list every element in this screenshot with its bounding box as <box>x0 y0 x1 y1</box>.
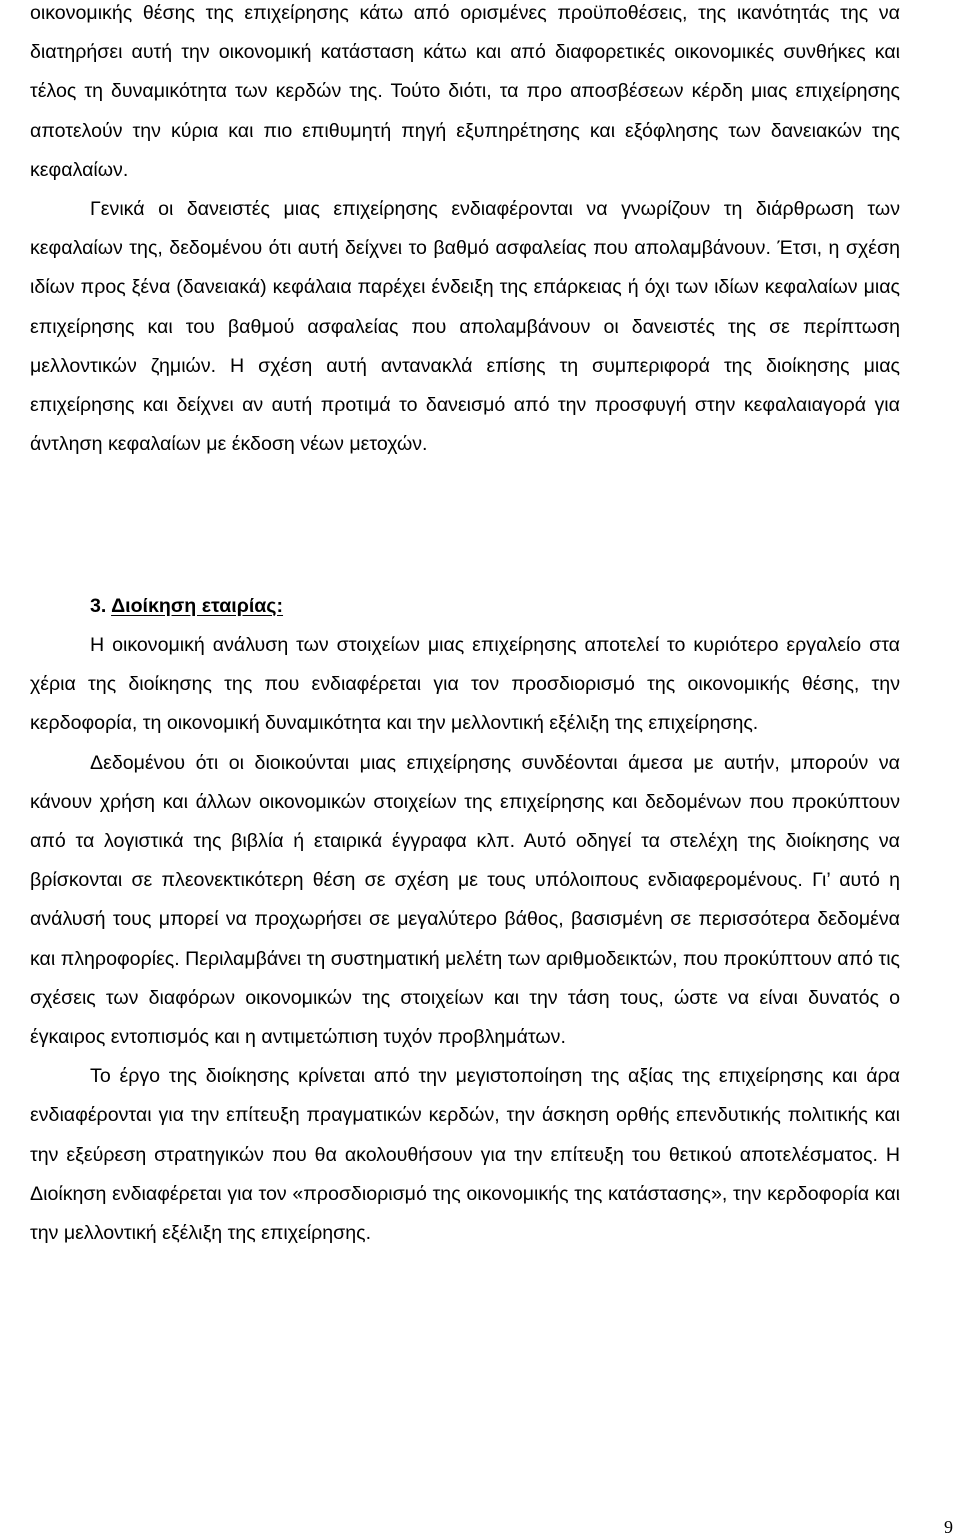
section-title: Διοίκηση εταιρίας: <box>111 595 284 617</box>
page-number: 9 <box>944 1517 953 1537</box>
paragraph-continued: οικονομικής θέσης της επιχείρησης κάτω από ορισμένες προϋποθέσεις, της ικανότητάς της να διατηρήσει αυτή την οικονομική κατάσταση κάτω και από διαφορετικές οικονομικές συνθήκες και τέλος τη δυναμικότητα των κερδών της. Τούτο διότι, τα προ αποσβέσεων κέρδη μιας επιχείρησης αποτελούν την κύρια και πιο επιθυμητή πηγή εξυπηρέτησης και εξόφλησης των δανειακών της κεφαλαίων. <box>30 2 900 181</box>
paragraph-analysis: Η οικονομική ανάλυση των στοιχείων μιας επιχείρησης αποτελεί το κυριότερο εργαλείο στα χέρια της διοίκησης της που ενδιαφέρεται για τον προσδιορισμό της οικονομικής θέσης, την κερδοφορία, τη οικονομική δυναμικότητα και την μελλοντική εξέλιξη της επιχείρησης. <box>30 634 900 735</box>
paragraph-management-role: Το έργο της διοίκησης κρίνεται από την μεγιστοποίηση της αξίας της επιχείρησης και άρα ενδιαφέρονται για την επίτευξη πραγματικών κερδών, την άσκηση ορθής επενδυτικής πολιτικής και την εξεύρεση στρατηγικών που θα ακολουθήσουν για την επίτευξη του θετικού αποτελέσματος. Η Διοίκηση ενδιαφέρεται για τον «προσδιορισμό της οικονομικής της κατάστασης», την κερδοφορία και την μελλοντική εξέλιξη της επιχείρησης. <box>30 1065 900 1245</box>
paragraph-managers: Δεδομένου ότι οι διοικούνται μιας επιχείρησης συνδέονται άμεσα με αυτήν, μπορούν να κάνουν χρήση και άλλων οικονομικών στοιχείων της επιχείρησης και δεδομένων που προκύπτουν από τα λογιστικά της βιβλία ή εταιρικά έγγραφα κλπ. Αυτό οδηγεί τα στελέχη της διοίκησης να βρίσκονται σε πλεονεκτικότερη θέση σε σχέση με τους υπόλοιπους ενδιαφερομένους. Γι’ αυτό η ανάλυσή τους μπορεί να προχωρήσει σε μεγαλύτερο βάθος, βασισμένη σε περισσότερα δεδομένα και πληροφορίες. Περιλαμβάνει τη συστηματική μελέτη των αριθμοδεικτών, που προκύπτουν από τις σχέσεις των διαφόρων οικονομικών της στοιχείων και την τάση τους, ώστε να είναι δυνατός ο έγκαιρος εντοπισμός και η αντιμετώπιση τυχόν προβλημάτων. <box>30 751 900 1049</box>
bottom-text-block <box>30 626 900 1253</box>
top-text-block <box>30 0 900 464</box>
section-heading <box>90 587 283 626</box>
paragraph-lenders: Γενικά οι δανειστές μιας επιχείρησης ενδιαφέρονται να γνωρίζουν τη διάρθρωση των κεφαλαίων της, δεδομένου ότι αυτή δείχνει το βαθμό ασφαλείας που απολαμβάνουν. Έτσι, η σχέση ιδίων προς ξένα (δανειακά) κεφάλαια παρέχει ένδειξη της επάρκειας ή όχι των ιδίων κεφαλαίων μιας επιχείρησης και του βαθμού ασφαλείας που απολαμβάνουν οι δανειστές της σε περίπτωση μελλοντικών ζημιών. Η σχέση αυτή αντανακλά επίσης τη συμπεριφορά της διοίκησης μιας επιχείρησης και δείχνει αν αυτή προτιμά το δανεισμό από την προσφυγή στην κεφαλαιαγορά για άντληση κεφαλαίων με έκδοση νέων μετοχών. <box>30 198 900 456</box>
section-number: 3. <box>90 595 107 617</box>
